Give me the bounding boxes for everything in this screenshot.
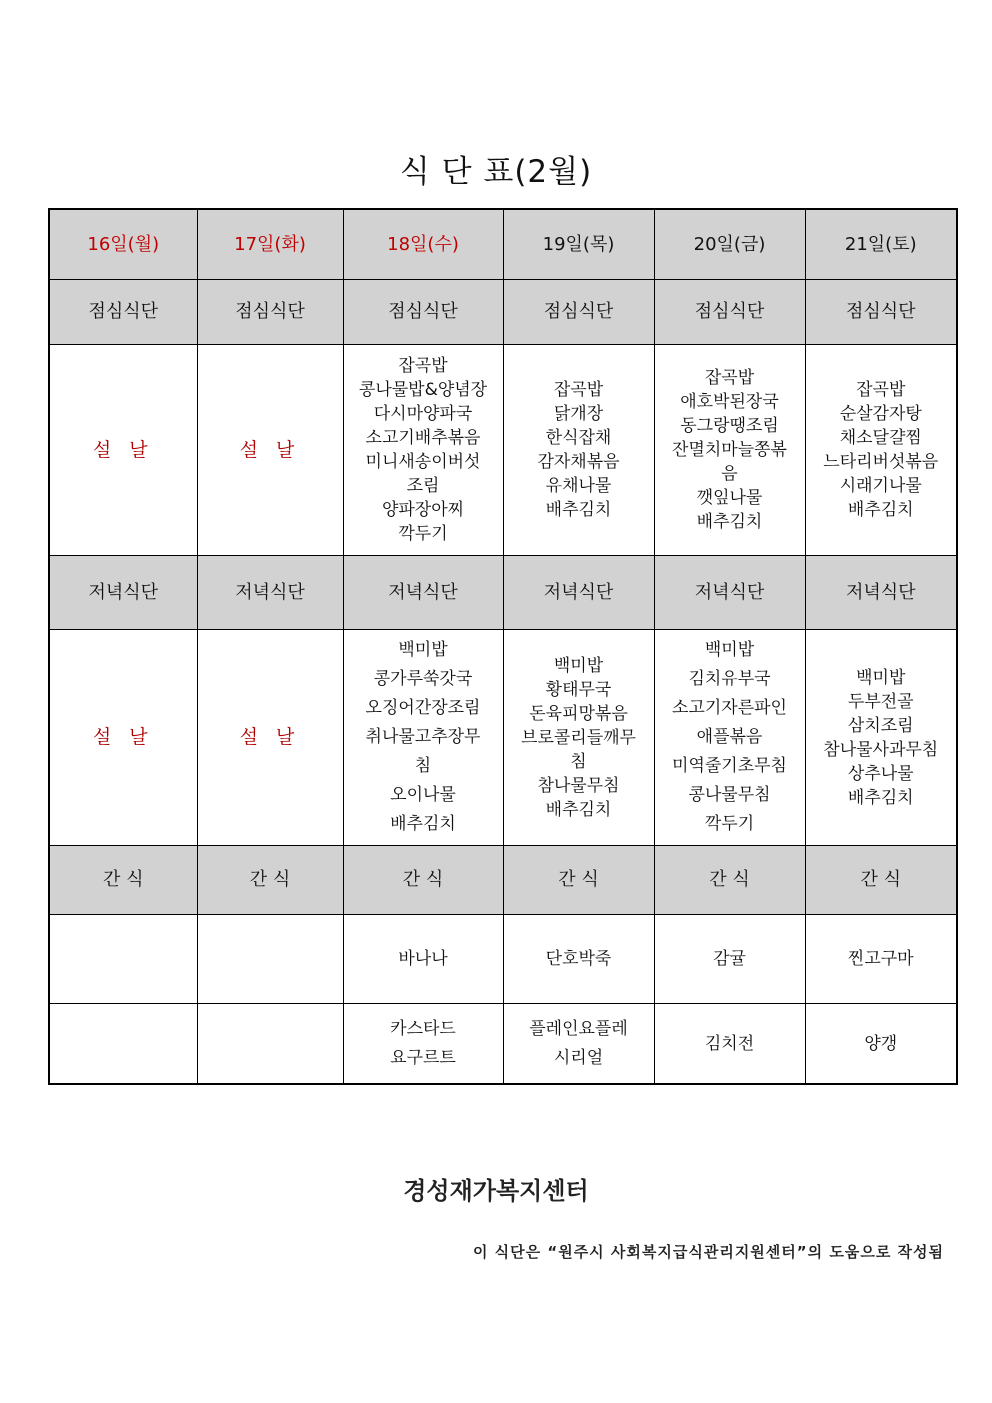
menu-item: 미니새송이버섯 [365,452,481,472]
menu-item: 참나물사과무침 [823,739,939,760]
lunch-header: 점심식단 [805,280,957,345]
lunch-cell [197,345,343,556]
dinner-cell [654,630,805,846]
holiday-label: 설 날 [239,726,301,748]
snack-header: 간 식 [49,846,197,915]
menu-item: 백미밥 [704,640,755,660]
dinner-header: 저녁식단 [49,556,197,630]
menu-item: 순살감자탕 [839,404,922,424]
menu-item: 미역줄기초무침 [672,756,787,776]
menu-item: 잡곡밥 [398,356,448,376]
menu-item: 유채나물 [545,476,612,496]
menu-item: 양파장아찌 [381,500,465,520]
menu-item: 황태무국 [545,679,612,700]
menu-item: 콩나물무침 [688,785,771,805]
snack-cell [197,915,343,1004]
menu-item: 배추김치 [390,814,456,834]
menu-item: 깍두기 [704,814,755,834]
snack-header: 간 식 [654,846,805,915]
dinner-cell [49,630,197,846]
menu-item: 깻잎나물 [696,488,763,508]
date-header-row [49,209,957,280]
menu-item: 카스타드 [390,1018,456,1039]
day-header: 18일(수) [343,209,503,280]
menu-item: 돈육피망볶음 [529,703,628,724]
menu-item: 참나물무침 [537,775,620,796]
snack-header: 간 식 [503,846,654,915]
day-header: 16일(월) [49,209,197,280]
menu-item: 두부전골 [847,691,914,712]
menu-item: 백미밥 [398,640,448,660]
dinner-header: 저녁식단 [343,556,503,630]
menu-item: 잔멸치마늘쫑볶 [672,440,787,460]
organization-name: 경성재가복지센터 [403,1177,589,1205]
dinner-cell [503,630,654,846]
lunch-cell [503,345,654,556]
menu-item: 채소달걀찜 [839,428,922,448]
menu-item: 배추김치 [696,512,763,532]
dinner-header: 저녁식단 [805,556,957,630]
lunch-header-row [49,280,957,345]
snack-cell [49,915,197,1004]
menu-item: 플레인요플레 [529,1018,628,1039]
menu-item: 동그랑땡조림 [680,416,779,436]
snack-row-2 [49,1004,957,1085]
snack-cell [805,1004,957,1085]
snack-cell [343,1004,503,1085]
menu-item: 침 [570,751,587,772]
menu-item: 한식잡채 [545,428,612,448]
menu-item: 양갱 [864,1033,898,1054]
menu-item: 삼치조림 [847,715,914,736]
snack-cell: 찐고구마 [805,915,957,1004]
holiday-label: 설 날 [92,438,154,461]
snack-cell: 단호박죽 [503,915,654,1004]
snack-cell [49,1004,197,1085]
day-header: 19일(목) [503,209,654,280]
snack-header: 간 식 [197,846,343,915]
lunch-header: 점심식단 [343,280,503,345]
menu-item: 김치전 [704,1033,755,1054]
footer-note: 이 식단은 “원주시 사회복지급식관리지원센터”의 도움으로 작성됨 [472,1243,944,1261]
menu-item: 시리얼 [553,1047,604,1068]
menu-item: 침 [414,756,432,776]
menu-item: 배추김치 [847,787,914,808]
dinner-cell [805,630,957,846]
menu-item: 소고기자른파인 [672,698,787,718]
lunch-cell [654,345,805,556]
dinner-cell [197,630,343,846]
dinner-cell [343,630,503,846]
day-header: 20일(금) [654,209,805,280]
menu-item: 시래기나물 [839,476,922,496]
menu-item: 감자채볶음 [537,452,620,472]
menu-item: 배추김치 [545,500,612,520]
menu-item: 백미밥 [553,655,604,676]
lunch-header: 점심식단 [503,280,654,345]
snack-cell: 감귤 [654,915,805,1004]
lunch-row [49,345,957,556]
lunch-cell [343,345,503,556]
holiday-label: 설 날 [92,726,154,748]
snack-cell [654,1004,805,1085]
menu-item: 요구르트 [390,1047,456,1068]
snack-cell [503,1004,654,1085]
menu-item: 느타리버섯볶음 [823,452,939,472]
menu-item: 오징어간장조림 [365,698,481,718]
snack-header: 간 식 [805,846,957,915]
menu-item: 상추나물 [847,763,914,784]
menu-item: 배추김치 [545,799,612,820]
menu-item: 콩가루쑥갓국 [373,669,473,689]
day-header: 21일(토) [805,209,957,280]
menu-item: 애플볶음 [696,727,763,747]
lunch-cell [49,345,197,556]
menu-item: 잡곡밥 [553,380,604,400]
snack-cell: 바나나 [343,915,503,1004]
menu-item: 오이나물 [390,785,456,805]
menu-item: 콩나물밥&양념장 [358,380,488,400]
menu-item: 다시마양파국 [373,404,473,424]
lunch-header: 점심식단 [49,280,197,345]
holiday-label: 설 날 [239,438,301,461]
lunch-cell [805,345,957,556]
lunch-header: 점심식단 [197,280,343,345]
menu-item: 김치유부국 [688,669,771,689]
menu-item: 애호박된장국 [680,392,779,412]
menu-item: 깍두기 [398,524,448,544]
dinner-row [49,630,957,846]
menu-item: 조림 [406,476,440,496]
page-title: 식 단 표(2월) [399,154,593,190]
menu-item: 음 [721,464,738,484]
menu-item: 잡곡밥 [856,380,906,400]
dinner-header: 저녁식단 [654,556,805,630]
snack-row-1 [49,915,957,1004]
menu-item: 취나물고추장무 [365,727,481,747]
menu-item: 백미밥 [856,667,906,688]
menu-item: 배추김치 [847,500,914,520]
menu-table [48,208,958,1085]
menu-item: 브로콜리들깨무 [521,727,636,748]
snack-header: 간 식 [343,846,503,915]
snack-header-row [49,846,957,915]
menu-item: 닭개장 [553,404,604,424]
menu-item: 잡곡밥 [704,368,755,388]
dinner-header: 저녁식단 [503,556,654,630]
dinner-header-row [49,556,957,630]
day-header: 17일(화) [197,209,343,280]
menu-item: 소고기배추볶음 [365,428,481,448]
dinner-header: 저녁식단 [197,556,343,630]
snack-cell [197,1004,343,1085]
lunch-header: 점심식단 [654,280,805,345]
